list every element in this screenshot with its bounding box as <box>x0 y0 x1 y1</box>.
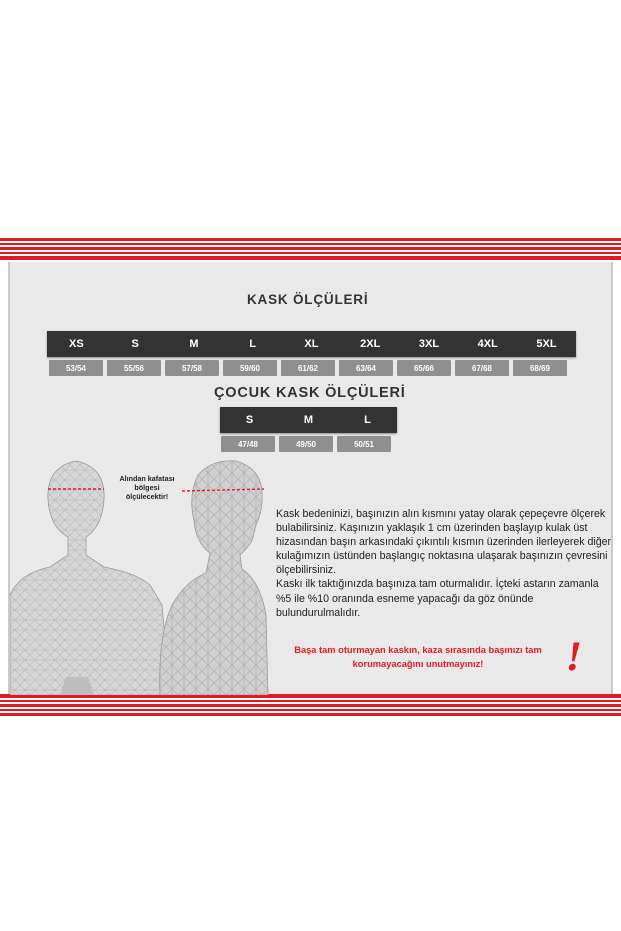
callout-line: bölgesi <box>134 483 160 492</box>
adult-measure-cell: 55/56 <box>107 360 161 376</box>
child-size-bar <box>220 407 397 433</box>
adult-measure-row <box>49 360 571 376</box>
child-size-label: S <box>245 414 254 426</box>
adult-size-title: KASK ÖLÇÜLERİ <box>247 292 369 307</box>
warning-line: korumayacağını unutmayınız! <box>352 659 484 669</box>
exclamation-icon: ! <box>562 634 586 680</box>
instruction-paragraph: Kask bedeninizi, başınızın alın kısmını yatay olarak çepeçevre ölçerek bulabilirsiniz. Kaşınızın yaklaşık 1 cm üzerinden başlayıp kulak üst hizasından başın arkasındaki çıkıntılı kısmın üzerinden ilerleyerek diğer kulağımızın üstünden başlangıç noktasına ulaşarak başınızın çevresini ölçebilirsiniz. <box>276 508 612 577</box>
adult-size-label: 3XL <box>418 338 440 350</box>
adult-size-label: XL <box>304 338 319 350</box>
adult-measure-cell: 59/60 <box>223 360 277 376</box>
adult-measure-cell: 65/66 <box>397 360 451 376</box>
adult-size-label: 5XL <box>536 338 557 350</box>
adult-measure-cell: 63/64 <box>339 360 393 376</box>
fit-warning <box>268 643 568 671</box>
adult-measure-cell: 67/68 <box>455 360 509 376</box>
adult-size-label: L <box>249 338 257 350</box>
warning-line: Başa tam oturmayan kaskın, kaza sırasında başınızı tam <box>294 645 542 655</box>
child-size-label: M <box>303 414 314 426</box>
callout-line: Alından kafatası <box>119 474 175 483</box>
adult-measure-cell: 61/62 <box>281 360 335 376</box>
top-red-stripes <box>0 238 621 264</box>
bottom-red-stripes <box>0 694 621 720</box>
child-size-title: ÇOCUK KASK ÖLÇÜLERİ <box>214 385 406 401</box>
adult-size-label: S <box>131 338 139 350</box>
adult-size-label: M <box>189 338 199 350</box>
adult-measure-cell: 68/69 <box>513 360 567 376</box>
adult-size-label: 4XL <box>477 338 498 350</box>
child-measure-cell: 50/51 <box>337 436 391 452</box>
callout-line: ölçülecektir! <box>125 492 169 501</box>
measurement-callout <box>112 474 182 501</box>
measurement-instructions <box>276 507 612 620</box>
adult-measure-cell: 53/54 <box>49 360 103 376</box>
adult-measure-cell: 57/58 <box>165 360 219 376</box>
child-measure-row <box>221 436 395 452</box>
adult-size-label: XS <box>69 338 84 350</box>
instruction-paragraph: Kaskı ilk taktığınızda başınıza tam oturmalıdır. İçteki astarın zamanla %5 ile %10 oranında esneme yapacağı da göz önünde bulundurulmalıdır. <box>276 578 599 619</box>
child-measure-cell: 49/50 <box>279 436 333 452</box>
child-measure-cell: 47/48 <box>221 436 275 452</box>
child-size-label: L <box>364 414 371 426</box>
adult-size-bar <box>47 331 576 357</box>
adult-size-label: 2XL <box>360 338 381 350</box>
